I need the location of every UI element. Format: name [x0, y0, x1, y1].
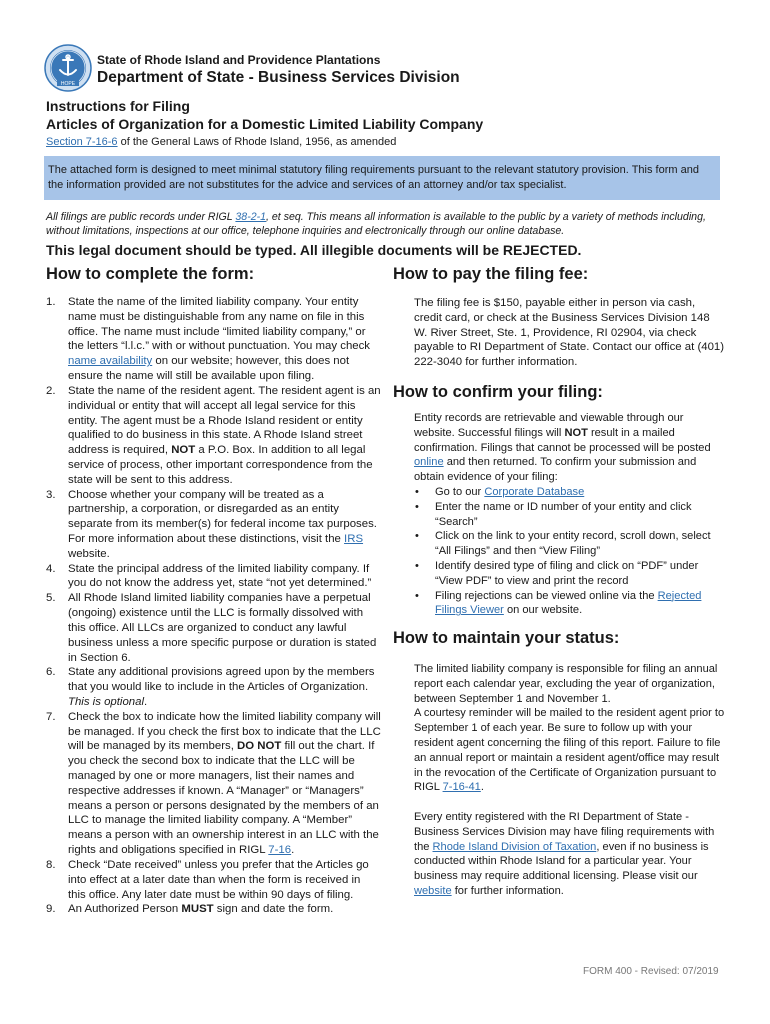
pay-heading: How to pay the filing fee:	[393, 265, 589, 283]
confirm-emphasis: NOT	[564, 426, 588, 439]
public-records-note	[46, 210, 726, 238]
confirm-text: result in a mailed confirmation. Filings that cannot be processed will be posted	[414, 426, 711, 454]
confirm-text: Entity records are retrievable and viewable through our website. Successful filings will	[414, 412, 684, 439]
item-emphasis: DO NOT	[237, 740, 282, 753]
corporate-database-link[interactable]: Corporate Database	[484, 485, 585, 498]
public-records-text: All filings are public records under RIGL	[46, 211, 236, 223]
item-text: State the name of the resident agent. The resident agent is an individual or entity that will accept all legal service for this entity. The agent must be a Rhode Island resident or entity qualified to do business in this state. A Rhode Island street address is required,	[68, 384, 381, 457]
step-text: Enter the name or ID number of your entity and click “Search”	[435, 500, 692, 528]
item-text: website.	[68, 547, 110, 560]
maintain-text: A courtesy reminder will be mailed to the resident agent prior to September 1 of each year. Be sure to follow up with your resident agent concerning the filing of this report. Failure to file an annual report or maintain a resident agent/office may result in the revocation of the Certificate of Organization pursuant to RIGL	[414, 707, 725, 794]
maintain-p1: The limited liability company is responsible for filing an annual report each calendar year, excluding the year of organization, between September 1 and November 1.	[414, 663, 718, 705]
item-number: 8.	[46, 858, 56, 871]
list-item	[46, 295, 381, 384]
form-number: FORM 400 - Revised: 07/2019	[583, 966, 719, 977]
maintain-text: for further information.	[451, 884, 564, 897]
step-text: Identify desired type of filing and click on “PDF” under “View PDF” to view and print the record	[435, 559, 699, 587]
list-item	[46, 665, 381, 709]
list-item	[46, 384, 381, 488]
bullet-icon: •	[415, 589, 419, 602]
rejected-filings-viewer-link[interactable]: Rejected Filings Viewer	[435, 589, 702, 617]
header	[44, 44, 724, 94]
item-text: sign and date the form.	[213, 903, 334, 916]
item-text: State the principal address of the limited liability company. If you do not know the address yet, state “not yet determined.”	[68, 562, 372, 590]
item-text: State the name of the limited liability company. Your entity name must be distinguishable from any name on file in this office. The name must include “limited liability company,” or the letters “l.l.c.” with or without punctuation. You may check	[68, 296, 371, 353]
section-link[interactable]: Section 7-16-6	[46, 136, 118, 148]
item-emphasis: MUST	[181, 903, 214, 916]
item-text: Check the box to indicate how the limited liability company will be managed. If you check the first box to indicate that the LLC will be managed by its members,	[68, 710, 381, 753]
confirm-section	[414, 411, 726, 618]
item-text: Choose whether your company will be treated as a partnership, a corporation, or disregarded as an entity separate from its member(s) for federal income tax purposes. For more information about these distinctions, visit the	[68, 488, 377, 545]
maintain-p3	[414, 810, 726, 899]
paragraph-spacer	[414, 795, 726, 810]
list-item	[46, 562, 381, 592]
bullet-icon: •	[415, 500, 419, 513]
pay-text: The filing fee is $150, payable either in person via cash, credit card, or check at the Business Services Division 148 W. River Street, Ste. 1, Providence, RI 02904, via check payable to RI Department of State. Contact our office at (401) 222-3040 for further information.	[414, 297, 725, 369]
confirm-text: and then returned. To confirm your submission and obtain evidence of your filing:	[414, 456, 697, 484]
item-number: 5.	[46, 592, 56, 605]
maintain-heading: How to maintain your status:	[393, 629, 620, 647]
maintain-p2	[414, 706, 726, 795]
list-item	[414, 529, 726, 559]
bullet-icon: •	[415, 559, 419, 572]
typed-notice: This legal document should be typed. All illegible documents will be REJECTED.	[46, 242, 582, 258]
item-number: 3.	[46, 488, 56, 501]
online-link[interactable]: online	[414, 456, 444, 469]
bullet-icon: •	[415, 485, 419, 498]
list-item	[46, 591, 381, 665]
item-text: .	[143, 695, 148, 708]
disclaimer-notice: The attached form is designed to meet minimal statutory filing requirements pursuant to the relevant statutory provision. This form and the information provided are not substitutes for the advice and services of an attorney and/or tax specialist.	[44, 156, 720, 200]
department-name: Department of State - Business Services Division	[97, 69, 460, 86]
maintain-text: .	[480, 781, 484, 794]
svg-text:HOPE: HOPE	[60, 81, 76, 87]
section-reference-text: of the General Laws of Rhode Island, 1956, as amended	[117, 136, 397, 148]
step-text: Go to our	[435, 485, 485, 498]
title-line-2: Articles of Organization for a Domestic Limited Liability Company	[46, 116, 484, 132]
name-availability-link[interactable]: name availability	[68, 355, 153, 368]
item-text: .	[291, 844, 295, 857]
item-emphasis: This is optional	[68, 695, 144, 708]
rigl-link[interactable]: 38-2-1	[235, 211, 267, 223]
item-number: 4.	[46, 562, 56, 575]
step-text: Click on the link to your entity record, scroll down, select “All Filings” and then “View Filing”	[435, 530, 711, 558]
complete-heading: How to complete the form:	[46, 265, 255, 283]
item-number: 9.	[46, 903, 56, 916]
section-reference	[46, 136, 396, 148]
confirm-intro	[414, 411, 726, 485]
maintain-section	[414, 662, 726, 899]
division-of-taxation-link[interactable]: Rhode Island Division of Taxation	[432, 840, 597, 853]
irs-link[interactable]: IRS	[344, 533, 364, 545]
rigl-7-16-41-link[interactable]: 7-16-41	[442, 781, 481, 794]
website-link[interactable]: website	[414, 884, 452, 897]
list-item	[414, 559, 726, 589]
list-item	[414, 589, 726, 619]
maintain-text: , even if no business is conducted within Rhode Island for a particular year. Your business may require additional licensing. Please visit our	[414, 840, 709, 883]
bullet-icon: •	[415, 530, 419, 543]
state-seal-logo	[44, 44, 92, 92]
item-text: All Rhode Island limited liability companies have a perpetual (ongoing) existence until the LLC is formally dissolved with this office. All LLCs are organized to conduct any lawful business unless a more specific purpose or duration is stated in Section 6.	[68, 592, 377, 664]
step-text: Filing rejections can be viewed online via the	[435, 589, 658, 602]
list-item	[414, 485, 726, 500]
item-number: 6.	[46, 666, 56, 679]
confirm-steps	[414, 485, 726, 618]
list-item	[414, 500, 726, 530]
item-text: Check “Date received” unless you prefer that the Articles go into effect at a later date than when the form is received in this office. Any later date must be within 90 days of filing.	[68, 858, 369, 901]
state-name: State of Rhode Island and Providence Plantations	[97, 53, 381, 67]
maintain-text: Every entity registered with the RI Department of State - Business Services Division may have filing requirements with the	[414, 810, 715, 853]
item-text: on our website; however, this does not ensure the name will still be available upon filing.	[68, 355, 350, 383]
title-line-1: Instructions for Filing	[46, 98, 190, 114]
instructions-list	[46, 295, 381, 917]
item-number: 2.	[46, 384, 56, 397]
item-number: 1.	[46, 296, 56, 308]
list-item	[46, 858, 381, 902]
document-title	[46, 97, 483, 133]
item-text: a P.O. Box. In addition to all legal service of process, other important correspondence from the state will be sent to this address.	[68, 444, 373, 486]
confirm-heading: How to confirm your filing:	[393, 383, 603, 401]
item-number: 7.	[46, 710, 56, 723]
rigl-7-16-link[interactable]: 7-16	[268, 844, 292, 857]
item-text: fill out the chart. If you check the second box to indicate that the LLC will be managed by one or more managers, list their names and respective addresses if known. A “Manager” or “Managers” means a person or persons designated by the members of an LLC to manage the limited liability company. A “Member” means a person with an ownership interest in an LLC with the rights and obligations specified in RIGL	[68, 740, 379, 857]
item-text: State any additional provisions agreed upon by the members that you would like to include in the Articles of Organization.	[68, 666, 375, 694]
step-text: on our website.	[503, 604, 583, 617]
public-records-text-2: , et seq. This means all information is available to the public by a variety of methods including, without limitations, inspections at our office, telephone inquiries and electronically through our online database.	[46, 211, 706, 237]
list-item	[46, 902, 381, 917]
list-item	[46, 488, 381, 562]
item-text: An Authorized Person	[68, 903, 182, 916]
item-emphasis: NOT	[171, 444, 196, 457]
list-item	[46, 710, 381, 858]
